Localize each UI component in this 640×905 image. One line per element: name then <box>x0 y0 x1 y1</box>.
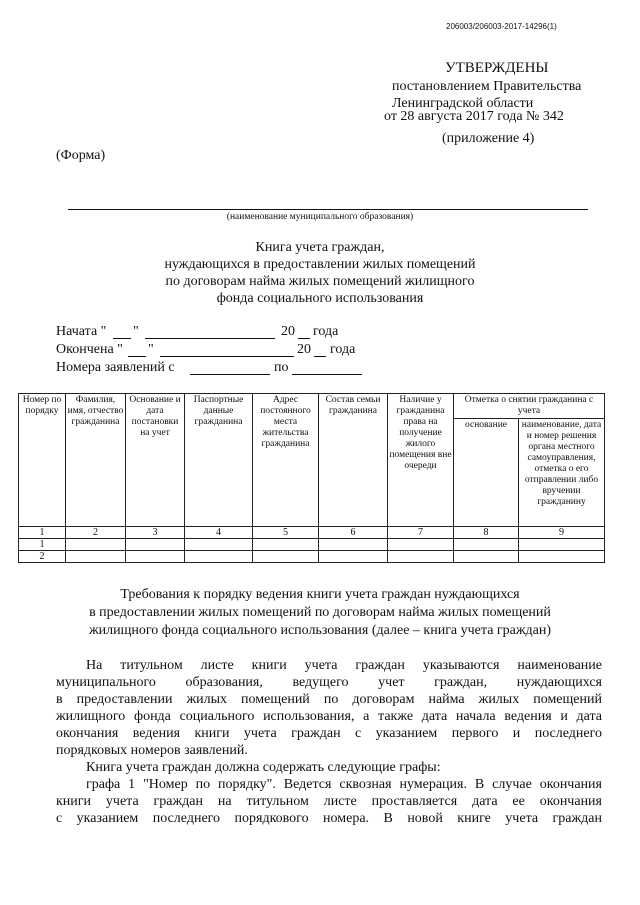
body-p3-line-3: с указанием последнего порядкового номера. В новой книге учета граждан <box>56 811 602 826</box>
requirements-title-line-3: жилищного фонда социального использования (далее – книга учета граждан) <box>88 623 552 638</box>
row-number: 2 <box>19 551 66 563</box>
numbers-to-label: по <box>274 360 289 375</box>
header-priority-right: Наличие у гражданина права на получение жилого помещения вне очереди <box>388 394 454 527</box>
col-number: 5 <box>253 527 319 539</box>
numbers-to-line <box>292 374 362 375</box>
col-number: 2 <box>66 527 126 539</box>
municipality-line <box>68 209 588 210</box>
body-p1-line-1: На титульном листе книги учета граждан указываются наименование <box>86 658 602 673</box>
col-number: 6 <box>319 527 388 539</box>
started-day-line <box>113 338 131 339</box>
col-number: 8 <box>454 527 519 539</box>
started-month-line <box>145 338 275 339</box>
ended-label: Окончена " <box>56 342 123 357</box>
book-title-line-2: нуждающихся в предоставлении жилых помещений <box>164 257 476 272</box>
body-p2: Книга учета граждан должна содержать следующие графы: <box>86 760 441 775</box>
col-number: 3 <box>126 527 185 539</box>
ended-century: 20 <box>297 342 311 357</box>
header-family: Состав семьи гражданина <box>319 394 388 527</box>
table-row <box>19 551 605 563</box>
municipality-caption: (наименование муниципального образования) <box>226 212 414 222</box>
header-passport: Паспортные данные гражданина <box>185 394 253 527</box>
body-p1-line-4: жилищного фонда социального использования, а также дата начала ведения и дата <box>56 709 602 724</box>
header-removal-decision: наименование, дата и номер решения органа местного самоуправления, отметка о его отправлении либо вручении гражданину <box>519 419 605 527</box>
body-p1-line-6: порядковых номеров заявлений. <box>56 743 248 758</box>
body-p1-line-2: муниципального образования, ведущего учет граждан, нуждающихся <box>56 675 602 690</box>
started-century: 20 <box>281 324 295 339</box>
row-number: 1 <box>19 539 66 551</box>
form-label: (Форма) <box>56 148 106 163</box>
approval-line-3: Ленинградской области <box>392 96 534 111</box>
col-number: 4 <box>185 527 253 539</box>
book-title-line-4: фонда социального использования <box>216 291 424 306</box>
requirements-title-line-2: в предоставлении жилых помещений по договорам найма жилых помещений <box>89 605 551 620</box>
started-quote: " <box>133 324 139 339</box>
requirements-title-line-1: Требования к порядку ведения книги учета граждан нуждающихся <box>120 587 520 602</box>
body-p3-line-2: книги учета граждан на титульном листе проставляется дата ее окончания <box>56 794 602 809</box>
ended-day-line <box>128 356 146 357</box>
ended-month-line <box>160 356 294 357</box>
approval-line-2: постановлением Правительства <box>392 79 582 94</box>
col-number: 1 <box>19 527 66 539</box>
ended-year-word: года <box>330 342 356 357</box>
body-p1-line-3: в предоставлении жилых помещений по договорам найма жилых помещений <box>56 692 602 707</box>
book-title-line-3: по договорам найма жилых помещений жилищного <box>165 274 475 289</box>
table-row <box>19 539 605 551</box>
header-basis: Основание и дата постановки на учет <box>126 394 185 527</box>
approval-line-4: от 28 августа 2017 года № 342 <box>384 109 564 124</box>
started-label: Начата " <box>56 324 107 339</box>
numbers-from-line <box>190 374 270 375</box>
header-name: Фамилия, имя, отчество гражданина <box>66 394 126 527</box>
ended-quote: " <box>148 342 154 357</box>
header-removal-group: Отметка о снятии гражданина с учета <box>454 394 605 419</box>
ended-year-line <box>314 356 326 357</box>
body-p3-line-1: графа 1 "Номер по порядку". Ведется сквозная нумерация. В случае окончания <box>86 777 602 792</box>
header-address: Адрес постоянного места жительства гражданина <box>253 394 319 527</box>
started-year-word: года <box>313 324 339 339</box>
register-table <box>18 393 605 563</box>
book-title-line-1: Книга учета граждан, <box>255 240 385 255</box>
col-number: 7 <box>388 527 454 539</box>
started-year-line <box>298 338 310 339</box>
header-number: Номер по порядку <box>19 394 66 527</box>
approval-appendix: (приложение 4) <box>442 131 535 146</box>
approval-heading: УТВЕРЖДЕНЫ <box>445 60 549 76</box>
body-p1-line-5: окончания ведения книги учета граждан с указанием первого и последнего <box>56 726 602 741</box>
col-number: 9 <box>519 527 605 539</box>
document-id: 206003/206003-2017-14296(1) <box>446 22 557 31</box>
numbers-label: Номера заявлений с <box>56 360 175 375</box>
header-removal-basis: основание <box>454 419 519 527</box>
